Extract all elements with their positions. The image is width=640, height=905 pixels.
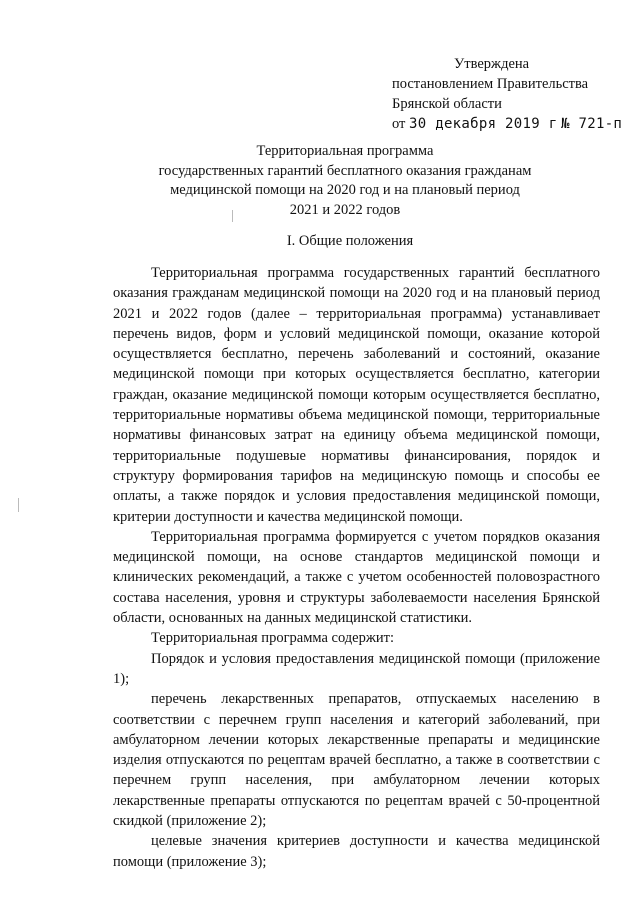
- approval-line-3: Брянской области: [392, 96, 502, 112]
- title-line-4: 2021 и 2022 годов: [289, 201, 401, 218]
- margin-mark: [18, 498, 19, 512]
- paragraph: Территориальная программа формируется с учетом порядков оказания медицинской помощи, на основе стандартов медицинской помощи и клинических рекомендаций, а также с учетом особенностей половозрастного состава населения, уровня и структуры заболеваемости населения Брянской области, основанных на данных медицинской статистики.: [113, 528, 600, 627]
- paragraph: Территориальная программа государственных гарантий бесплатного оказания гражданам медицинской помощи на 2020 год и на плановый период 2021 и 2022 годов (далее – территориальная программа) устанавливает перечень видов, форм и условий медицинской помощи, оказание которой осуществляется бесплатно, перечень заболеваний и состояний, оказание медицинской помощи при которых осуществляется бесплатно, категории граждан, оказание медицинской помощи которым осуществляется бесплатно, территориальные нормативы объема медицинской помощи, территориальные нормативы финансовых затрат на единицу объема медицинской помощи, территориальные подушевые нормативы финансирования, порядок и структуру формирования тарифов на медицинскую помощь и способы ее оплаты, а также порядок и условия предоставления медицинской помощи, критерии доступности и качества медицинской помощи.: [113, 265, 600, 525]
- paragraph: Территориальная программа содержит:: [151, 630, 394, 647]
- title-line-1: Территориальная программа: [256, 143, 434, 159]
- title-line-3: медицинской помощи на 2020 год и на плановый период: [170, 182, 520, 198]
- paragraph: целевые значения критериев доступности и качества медицинской помощи (приложение 3);: [113, 833, 600, 870]
- approval-line-1: Утверждена: [454, 56, 530, 72]
- approval-number: № 721-п: [561, 116, 623, 132]
- approval-line-4: [392, 114, 622, 134]
- paragraph: Порядок и условия предоставления медицинской помощи (приложение 1);: [113, 650, 600, 687]
- approval-date: 30 декабря 2019 г: [409, 116, 558, 132]
- document-title: [110, 142, 580, 220]
- section-heading: I. Общие положения: [286, 233, 414, 249]
- paragraph: перечень лекарственных препаратов, отпускаемых населению в соответствии с перечнем групп населения и категорий заболеваний, при амбулаторном лечении которых лекарственные препараты и медицинские изделия отпускаются по рецептам врачей бесплатно, а также в соответствии с перечнем групп населения, при амбулаторном лечении которых лекарственные препараты отпускаются по рецептам врачей с 50-процентной скидкой (приложение 2);: [113, 691, 600, 830]
- approval-date-prefix: от: [392, 116, 406, 132]
- title-line-2: государственных гарантий бесплатного оказания гражданам: [158, 162, 532, 179]
- approval-stamp: [392, 54, 622, 134]
- document-body: [113, 263, 600, 872]
- approval-line-2: постановлением Правительства: [392, 76, 589, 92]
